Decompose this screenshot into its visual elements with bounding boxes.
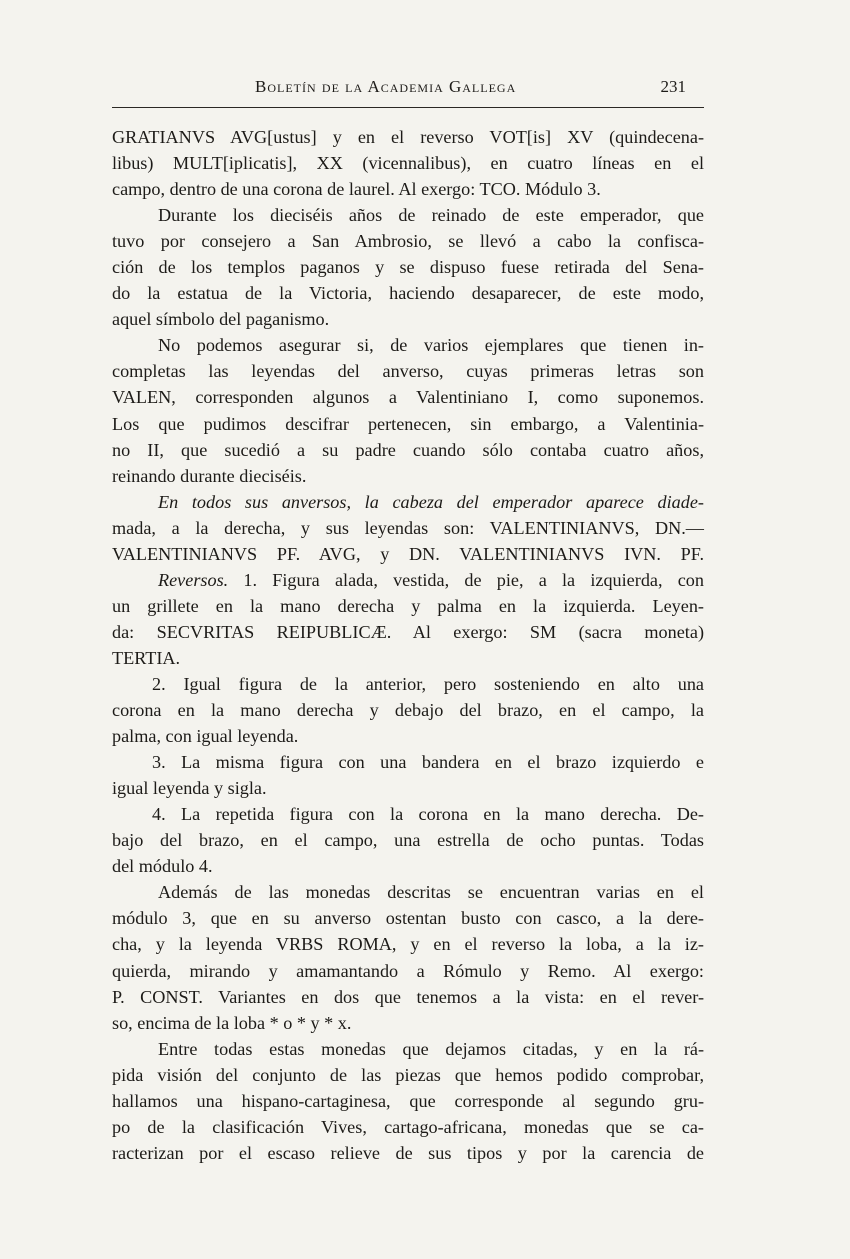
text-line: del módulo 4. — [112, 856, 213, 877]
text-line: TERTIA. — [112, 647, 181, 668]
text-line: 2. Igual figura de la anterior, pero sosteniendo en alto una — [152, 673, 704, 694]
text-line: no II, que sucedió a su padre cuando sólo contaba cuatro años, — [112, 439, 704, 460]
text-line: Los que pudimos descifrar pertenecen, sin embargo, a Valentinia- — [112, 413, 704, 434]
text-line: 3. La misma figura con una bandera en el brazo izquierdo e — [152, 752, 704, 773]
text-line: libus) MULT[iplicatis], XX (vicennalibus), en cuatro líneas en el — [112, 153, 704, 174]
text-line: VALENTINIANVS PF. AVG, y DN. VALENTINIANVS IVN. PF. — [112, 543, 704, 564]
page-number: 231 — [660, 77, 686, 96]
text-line: corona en la mano derecha y debajo del brazo, en el campo, la — [112, 700, 704, 721]
text-line: so, encima de la loba * o * y * x. — [112, 1012, 352, 1033]
text-line: completas las leyendas del anverso, cuyas primeras letras son — [112, 361, 704, 382]
text-line: No podemos asegurar si, de varios ejemplares que tienen in- — [158, 335, 704, 356]
text-line: quierda, mirando y amamantando a Rómulo y Remo. Al exergo: — [112, 960, 704, 981]
text-line: po de la clasificación Vives, cartago-africana, monedas que se ca- — [112, 1116, 704, 1137]
text-line: módulo 3, que en su anverso ostentan busto con casco, a la dere- — [112, 908, 704, 929]
text-line: aquel símbolo del paganismo. — [112, 309, 330, 330]
text-line: Entre todas estas monedas que dejamos citadas, y en la rá- — [158, 1038, 704, 1059]
journal-title: Boletín de la Academia Gallega — [255, 77, 517, 96]
text-line: En todos sus anversos, la cabeza del emperador aparece diade- — [158, 491, 704, 512]
text-line: pida visión del conjunto de las piezas que hemos podido comprobar, — [112, 1064, 704, 1085]
text-line: palma, con igual leyenda. — [112, 726, 299, 747]
text-line: 4. La repetida figura con la corona en la mano derecha. De- — [152, 804, 704, 825]
text-line: reinando durante dieciséis. — [112, 465, 307, 486]
body-text — [112, 124, 704, 1166]
header-rule — [112, 107, 704, 108]
text-line: hallamos una hispano-cartaginesa, que corresponde al segundo gru- — [112, 1090, 704, 1111]
text-line: da: SECVRITAS REIPUBLICÆ. Al exergo: SM (sacra moneta) — [112, 621, 704, 642]
text-line: Además de las monedas descritas se encuentran varias en el — [158, 882, 704, 903]
text-line: cha, y la leyenda VRBS ROMA, y en el reverso la loba, a la iz- — [112, 934, 704, 955]
text-line: do la estatua de la Victoria, haciendo desaparecer, de este modo, — [112, 283, 704, 304]
text-line: VALEN, corresponden algunos a Valentiniano I, como suponemos. — [112, 387, 704, 408]
text-line: P. CONST. Variantes en dos que tenemos a la vista: en el rever- — [112, 986, 704, 1007]
text-line: tuvo por consejero a San Ambrosio, se llevó a cabo la confisca- — [112, 231, 704, 252]
text-line: Durante los dieciséis años de reinado de este emperador, que — [158, 205, 704, 226]
italic-run: Reversos. — [158, 569, 229, 590]
text-line: un grillete en la mano derecha y palma en la izquierda. Leyen- — [112, 595, 704, 616]
text-line: campo, dentro de una corona de laurel. Al exergo: TCO. Módulo 3. — [112, 179, 601, 200]
text-line: racterizan por el escaso relieve de sus tipos y por la carencia de — [112, 1142, 704, 1163]
text-line: igual leyenda y sigla. — [112, 778, 267, 799]
text-line: mada, a la derecha, y sus leyendas son: VALENTINIANVS, DN.— — [112, 517, 704, 538]
text-line: Reversos. 1. Figura alada, vestida, de pie, a la izquierda, con — [158, 569, 704, 590]
text-line: ción de los templos paganos y se dispuso fuese retirada del Sena- — [112, 257, 704, 278]
text-line: bajo del brazo, en el campo, una estrella de ocho puntas. Todas — [112, 830, 704, 851]
text-line: GRATIANVS AVG[ustus] y en el reverso VOT[is] XV (quindecena- — [112, 127, 704, 147]
running-head — [112, 77, 704, 101]
